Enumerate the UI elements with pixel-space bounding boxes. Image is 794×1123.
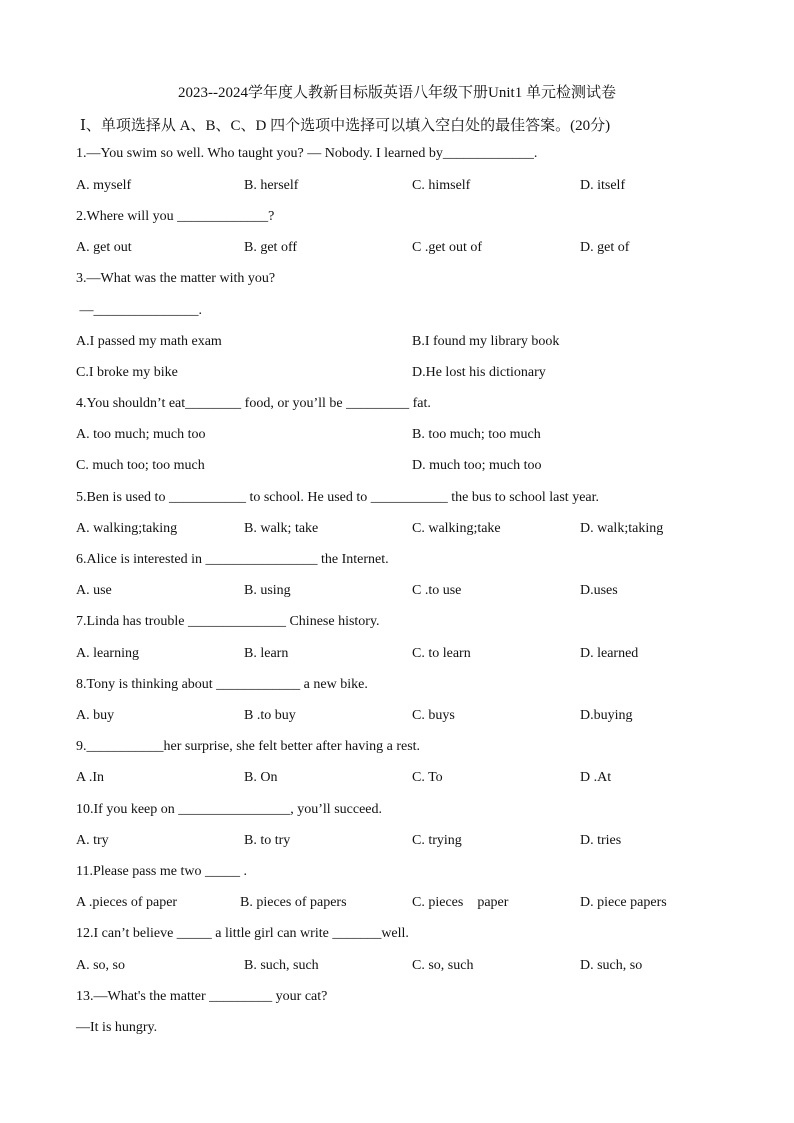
question-stem: 1.—You swim so well. Who taught you? — Nobody. I learned by_____________. (76, 146, 538, 161)
option-a[interactable]: A. use (76, 583, 112, 598)
question-stem: 6.Alice is interested in ________________ the Internet. (76, 552, 389, 567)
option-d[interactable]: D. itself (580, 178, 626, 193)
question-stem: 10.If you keep on ________________, you’ll succeed. (76, 802, 382, 817)
section-heading: Ⅰ、单项选择从 A、B、C、D 四个选项中选择可以填入空白处的最佳答案。(20分) (80, 118, 611, 134)
option-d[interactable]: D. walk;taking (580, 521, 664, 536)
option-a[interactable]: A. walking;taking (76, 521, 178, 536)
option-c[interactable]: C. walking;take (412, 521, 501, 536)
option-b[interactable]: B. to try (244, 833, 291, 848)
option-d[interactable]: D .At (580, 770, 612, 785)
question-stem: 8.Tony is thinking about ____________ a new bike. (76, 677, 368, 692)
question-stem: 5.Ben is used to ___________ to school. He used to ___________ the bus to school last year. (76, 490, 600, 505)
option-a[interactable]: A. so, so (76, 958, 126, 973)
option-a[interactable]: A .In (76, 770, 104, 785)
option-b[interactable]: B. such, such (244, 958, 319, 973)
option-a[interactable]: A. learning (76, 646, 139, 661)
question-stem: 9.___________her surprise, she felt better after having a rest. (76, 739, 421, 754)
option-b[interactable]: B. using (244, 583, 291, 598)
option-d[interactable]: D. much too; much too (412, 458, 542, 473)
option-a[interactable]: A. buy (76, 708, 115, 723)
option-c[interactable]: C. to learn (412, 646, 471, 661)
option-c[interactable]: C .to use (412, 583, 462, 598)
option-a[interactable]: A. get out (76, 240, 132, 255)
page-title: 2023--2024学年度人教新目标版英语八年级下册Unit1 单元检测试卷 (178, 85, 616, 101)
question-answer-line: —_______________. (76, 303, 202, 318)
option-d[interactable]: D.uses (580, 583, 618, 598)
question-stem: 4.You shouldn’t eat________ food, or you’ll be _________ fat. (76, 396, 431, 411)
option-a[interactable]: A. try (76, 833, 109, 848)
question-stem: 13.—What's the matter _________ your cat? (76, 989, 328, 1004)
option-b[interactable]: B. On (244, 770, 278, 785)
option-d[interactable]: D. such, so (580, 958, 643, 973)
option-d[interactable]: D.buying (580, 708, 633, 723)
option-d[interactable]: D. piece papers (580, 895, 667, 910)
option-d[interactable]: D.He lost his dictionary (412, 365, 546, 380)
option-b[interactable]: B .to buy (244, 708, 296, 723)
question-stem: 2.Where will you _____________? (76, 209, 275, 224)
option-b[interactable]: B. too much; too much (412, 427, 541, 442)
option-a[interactable]: A .pieces of paper (76, 895, 178, 910)
option-a[interactable]: A. myself (76, 178, 132, 193)
option-b[interactable]: B. herself (244, 178, 299, 193)
option-d[interactable]: D. tries (580, 833, 622, 848)
option-c[interactable]: C. much too; too much (76, 458, 205, 473)
option-b[interactable]: B. pieces of papers (240, 895, 347, 910)
option-c[interactable]: C. so, such (412, 958, 474, 973)
option-c[interactable]: C. buys (412, 708, 455, 723)
option-b[interactable]: B. get off (244, 240, 298, 255)
option-a[interactable]: A. too much; much too (76, 427, 206, 442)
option-b[interactable]: B. walk; take (244, 521, 319, 536)
option-c[interactable]: C. trying (412, 833, 462, 848)
option-b[interactable]: B.I found my library book (412, 334, 560, 349)
option-c[interactable]: C .get out of (412, 240, 482, 255)
question-stem: 11.Please pass me two _____ . (76, 864, 247, 879)
option-a[interactable]: A.I passed my math exam (76, 334, 222, 349)
option-c[interactable]: C. pieces paper (412, 895, 509, 910)
question-stem: 12.I can’t believe _____ a little girl can write _______well. (76, 926, 409, 941)
question-answer-line: —It is hungry. (76, 1020, 158, 1035)
option-c[interactable]: C. To (412, 770, 443, 785)
option-b[interactable]: B. learn (244, 646, 289, 661)
option-c[interactable]: C.I broke my bike (76, 365, 178, 380)
question-stem: 3.—What was the matter with you? (76, 271, 276, 286)
option-d[interactable]: D. get of (580, 240, 630, 255)
question-stem: 7.Linda has trouble ______________ Chinese history. (76, 614, 380, 629)
option-d[interactable]: D. learned (580, 646, 639, 661)
option-c[interactable]: C. himself (412, 178, 471, 193)
